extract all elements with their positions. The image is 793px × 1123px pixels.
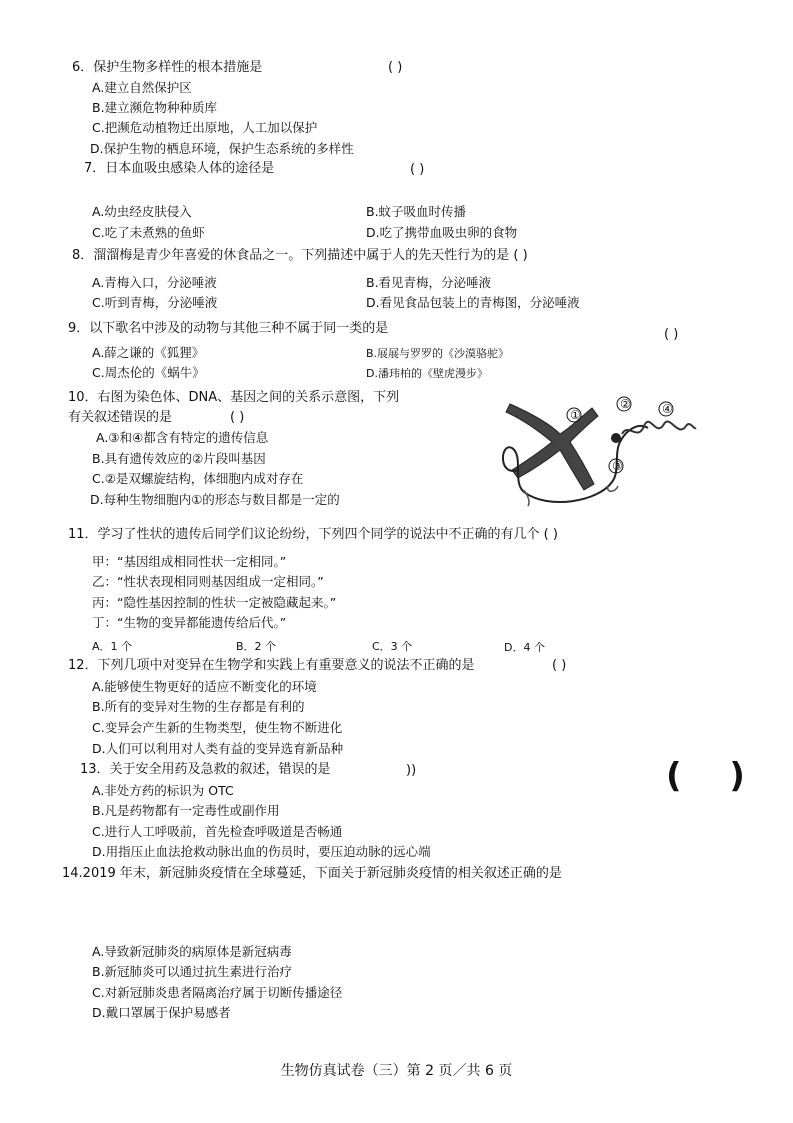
q7-option-b: B.蚊子吸血时传播 <box>366 204 467 219</box>
q14-option-b: B.新冠肺炎可以通过抗生素进行治疗 <box>92 964 293 979</box>
q9-option-a: A.薛之谦的《狐狸》 <box>92 345 205 360</box>
q13-option-d: D.用指压止血法抢救动脉出血的伤员时，要压迫动脉的远心端 <box>92 844 431 859</box>
q10-option-a: A.③和④都含有特定的遗传信息 <box>96 430 269 445</box>
page-footer: 生物仿真试卷（三）第 2 页／共 6 页 <box>280 1063 513 1079</box>
q13-option-a: A.非处方药的标识为 OTC <box>92 783 234 798</box>
q6-option-c: C.把濒危动植物迁出原地，人工加以保护 <box>92 120 318 135</box>
q14-option-d: D.戴口罩属于保护易感者 <box>92 1005 231 1020</box>
q13-paren-small: )) <box>406 763 417 778</box>
q11-option-c: C．3 个 <box>372 640 413 653</box>
q12-option-d: D.人们可以利用对人类有益的变异选育新品种 <box>92 741 344 756</box>
q10-option-c: C.②是双螺旋结构，体细胞内成对存在 <box>92 471 304 486</box>
q7-stem: 7．日本血吸虫感染人体的途径是 <box>84 161 275 176</box>
q7-answer-paren: ( ) <box>410 162 425 177</box>
q10-option-b: B.具有遗传效应的②片段叫基因 <box>92 451 266 466</box>
q12-stem: 12．下列几项中对变异在生物学和实践上有重要意义的说法不正确的是 <box>68 658 475 673</box>
q8-option-d: D.看见食品包装上的青梅图，分泌唾液 <box>366 295 580 310</box>
q13-option-b: B.凡是药物都有一定毒性或副作用 <box>92 803 280 818</box>
q11-option-b: B．2 个 <box>236 640 277 653</box>
chromosome-shape <box>506 404 598 490</box>
q7-option-c: C.吃了未煮熟的鱼虾 <box>92 225 205 240</box>
q9-stem: 9．以下歌名中涉及的动物与其他三种不属于同一类的是 <box>68 321 389 336</box>
q12-option-a: A.能够使生物更好的适应不断变化的环境 <box>92 679 317 694</box>
label-1: ① <box>570 408 581 422</box>
q8-stem: 8．溜溜梅是青少年喜爱的休食品之一。下列描述中属于人的先天性行为的是 ( ) <box>72 248 528 263</box>
q7-option-a: A.幼虫经皮肤侵入 <box>92 204 192 219</box>
q13-answer-paren-large: ( ) <box>666 756 763 796</box>
q11-option-d: D．4 个 <box>504 641 545 654</box>
q11-statement-3: 丙：“隐性基因控制的性状一定被隐藏起来。” <box>92 595 337 610</box>
q8-option-b: B.看见青梅，分泌唾液 <box>366 275 492 290</box>
q11-statement-4: 丁：“生物的变异都能遗传给后代。” <box>92 615 287 630</box>
q13-option-c: C.进行人工呼吸前，首先检查呼吸道是否畅通 <box>92 824 343 839</box>
q12-option-b: B.所有的变异对生物的生存都是有利的 <box>92 699 305 714</box>
q7-option-d: D.吃了携带血吸虫卵的食物 <box>366 225 518 240</box>
q8-option-a: A.青梅入口，分泌唾液 <box>92 275 217 290</box>
q6-stem: 6．保护生物多样性的根本措施是 <box>72 60 263 75</box>
label-3: ③ <box>612 459 623 473</box>
q11-statement-2: 乙：“性状表现相同则基因组成一定相同。” <box>92 574 324 589</box>
q11-option-a: A．1 个 <box>92 640 133 653</box>
gene-dot <box>611 433 621 443</box>
q13-stem: 13．关于安全用药及急救的叙述，错误的是 <box>80 762 331 777</box>
label-4: ④ <box>662 402 673 416</box>
q11-stem: 11．学习了性状的遗传后同学们议论纷纷，下列四个同学的说法中不正确的有几个 ( ) <box>68 527 558 542</box>
q10-stem-line1: 10．右图为染色体、DNA、基因之间的关系示意图，下列 <box>68 390 400 405</box>
q9-option-c: C.周杰伦的《蜗牛》 <box>92 365 205 380</box>
q9-answer-paren: ( ) <box>664 327 679 342</box>
q11-statement-1: 甲：“基因组成相同性状一定相同。” <box>92 554 287 569</box>
q8-option-c: C.听到青梅，分泌唾液 <box>92 295 218 310</box>
label-2: ② <box>620 397 631 411</box>
q10-answer-paren: ( ) <box>230 410 245 425</box>
q9-option-d: D.潘玮柏的《壁虎漫步》 <box>366 367 488 380</box>
q6-answer-paren: ( ) <box>388 60 403 75</box>
q6-option-d: D.保护生物的栖息环境，保护生态系统的多样性 <box>90 141 354 156</box>
q6-option-b: B.建立濒危物种种质库 <box>92 100 218 115</box>
q14-option-a: A.导致新冠肺炎的病原体是新冠病毒 <box>92 944 292 959</box>
q10-option-d: D.每种生物细胞内①的形态与数目都是一定的 <box>90 492 340 507</box>
q14-option-c: C.对新冠肺炎患者隔离治疗属于切断传播途径 <box>92 985 343 1000</box>
q6-option-a: A.建立自然保护区 <box>92 80 192 95</box>
chromosome-dna-gene-figure <box>488 382 700 512</box>
q12-answer-paren: ( ) <box>552 658 567 673</box>
q14-stem: 14.2019 年末，新冠肺炎疫情在全球蔓延，下面关于新冠肺炎疫情的相关叙述正确的是 <box>62 866 562 881</box>
q10-stem-line2: 有关叙述错误的是 <box>68 410 173 425</box>
q12-option-c: C.变异会产生新的生物类型，使生物不断进化 <box>92 720 343 735</box>
q9-option-b: B.展展与罗罗的《沙漠骆驼》 <box>366 347 510 360</box>
